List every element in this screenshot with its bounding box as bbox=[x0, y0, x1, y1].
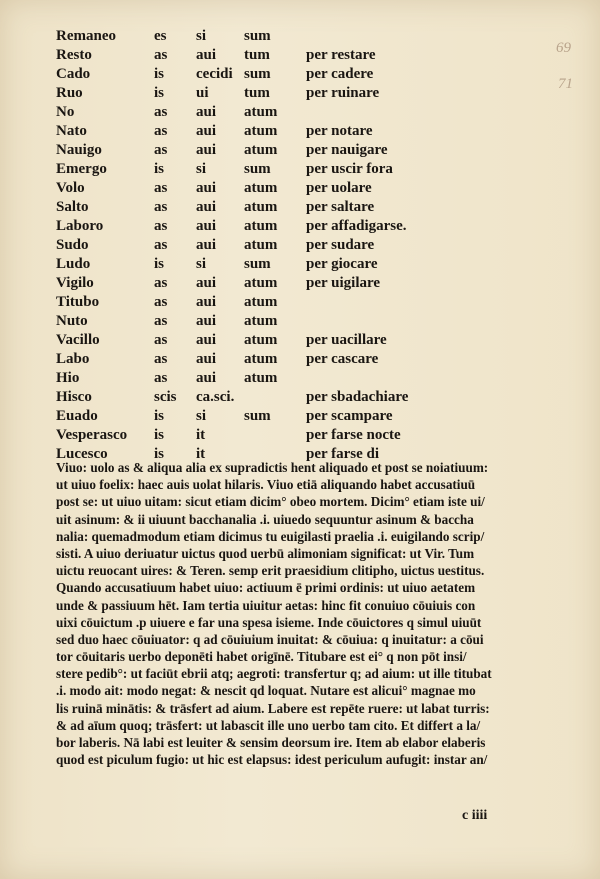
text-line: sed duo haec cōuiuator: q ad cōuiuium inuitat: & cōuiua: q inuitatur: a cōui bbox=[56, 631, 484, 647]
handwritten-page-number-alt: 71 bbox=[558, 76, 573, 92]
verb-ending: scis bbox=[154, 389, 177, 405]
text-line: unde & passiuum hēt. Iam tertia uiuitur aetas: hinc fit conuiuo cōuiuis con bbox=[56, 597, 476, 613]
verb-perfect: aui bbox=[196, 47, 217, 63]
verb-ending: as bbox=[154, 351, 168, 367]
verb-gloss: per sbadachiare bbox=[306, 389, 409, 405]
verb-supine: atum bbox=[244, 123, 278, 139]
verb-ending: as bbox=[154, 237, 168, 253]
verb-perfect: aui bbox=[196, 104, 217, 120]
verb-perfect: aui bbox=[196, 237, 217, 253]
verb-perfect: aui bbox=[196, 370, 217, 386]
verb-ending: as bbox=[154, 180, 168, 196]
verb-headword: Volo bbox=[56, 180, 85, 196]
verb-ending: as bbox=[154, 218, 168, 234]
verb-ending: as bbox=[154, 313, 168, 329]
text-line: tor cōuitaris uerbo deponēti habet origīnē. Titubare est ei° q non pōt insi/ bbox=[56, 649, 467, 665]
verb-supine: atum bbox=[244, 294, 278, 310]
verb-ending: is bbox=[154, 446, 165, 462]
verb-headword: Titubo bbox=[56, 294, 100, 310]
verb-gloss: per giocare bbox=[306, 256, 378, 272]
verb-headword: Emergo bbox=[56, 161, 107, 177]
verb-ending: is bbox=[154, 85, 165, 101]
verb-headword: Vacillo bbox=[56, 332, 100, 348]
verb-headword: Hio bbox=[56, 370, 80, 386]
text-line: Quando accusatiuum habet uiuo: actiuum ē primi ordinis: ut uiuo aetatem bbox=[56, 580, 476, 596]
verb-supine: sum bbox=[244, 256, 271, 272]
verb-gloss: per saltare bbox=[306, 199, 375, 215]
verb-supine: atum bbox=[244, 313, 278, 329]
verb-ending: as bbox=[154, 104, 168, 120]
verb-perfect: si bbox=[196, 408, 207, 424]
commentary-text bbox=[56, 459, 541, 768]
text-line: sisti. A uiuo deriuatur uictus quod uerbū alimoniam significat: ut Vir. Tum bbox=[56, 545, 475, 561]
verb-supine: sum bbox=[244, 66, 271, 82]
verb-headword: Lucesco bbox=[56, 446, 108, 462]
verb-ending: is bbox=[154, 161, 165, 177]
verb-gloss: per affadigarse. bbox=[306, 218, 407, 234]
verb-gloss: per cadere bbox=[306, 66, 374, 82]
verb-headword: No bbox=[56, 104, 75, 120]
verb-headword: Remaneo bbox=[56, 28, 116, 44]
verb-perfect: aui bbox=[196, 199, 217, 215]
verb-ending: as bbox=[154, 199, 168, 215]
verb-headword: Nauigo bbox=[56, 142, 102, 158]
verb-supine: sum bbox=[244, 161, 271, 177]
verb-ending: as bbox=[154, 123, 168, 139]
verb-perfect: si bbox=[196, 28, 207, 44]
text-line: bor laberis. Nā labi est leuiter & sensim deorsum ire. Item ab elabor elaberis bbox=[56, 735, 486, 750]
verb-gloss: per restare bbox=[306, 47, 376, 63]
verb-gloss: per uigilare bbox=[306, 275, 381, 291]
text-line: ut uiuo foelix: haec auis uolat hilaris. Viuo etiā aliquando habet accusatiuū bbox=[56, 477, 476, 493]
verb-perfect: aui bbox=[196, 332, 217, 348]
verb-perfect: aui bbox=[196, 142, 217, 158]
verb-gloss: per uolare bbox=[306, 180, 372, 196]
verb-perfect: aui bbox=[196, 351, 217, 367]
verb-perfect: aui bbox=[196, 218, 217, 234]
verb-perfect: aui bbox=[196, 123, 217, 139]
verb-headword: Ruo bbox=[56, 85, 83, 101]
verb-supine: sum bbox=[244, 408, 271, 424]
verb-ending: as bbox=[154, 294, 168, 310]
verb-headword: Cado bbox=[56, 66, 91, 82]
text-line: post se: ut uiuo uitam: sicut etiam dicim° obeo mortem. Dicim° etiam iste ui/ bbox=[56, 494, 485, 510]
text-line: & ad aīum quoq; trāsfert: ut labascit ille uno uerbo tam cito. Et differt a la/ bbox=[56, 717, 481, 733]
verb-supine: atum bbox=[244, 370, 278, 386]
verb-supine: atum bbox=[244, 332, 278, 348]
verb-ending: is bbox=[154, 66, 165, 82]
verb-gloss: per sudare bbox=[306, 237, 375, 253]
verb-headword: Vesperasco bbox=[56, 427, 128, 443]
verb-headword: Laboro bbox=[56, 218, 104, 234]
verb-gloss: per nauigare bbox=[306, 142, 388, 158]
verb-ending: as bbox=[154, 370, 168, 386]
text-line: quod est piculum fugio: ut hic est elapsus: idest periculum aufugit: instar an/ bbox=[56, 752, 488, 768]
verb-perfect: ca.sci. bbox=[196, 389, 235, 405]
verb-perfect: it bbox=[196, 427, 206, 443]
verb-supine: sum bbox=[244, 28, 271, 44]
verb-perfect: ui bbox=[196, 85, 209, 101]
verb-gloss: per ruinare bbox=[306, 85, 380, 101]
text-line: uictu reuocant uires: & Teren. semp erit praesidium clitipho, uictus uestitus. bbox=[56, 563, 485, 579]
verb-perfect: si bbox=[196, 161, 207, 177]
text-line: uit asinum: & ii uiuunt bacchanalia .i. uiuedo sequuntur asinum & baccha bbox=[56, 511, 474, 527]
handwritten-page-number: 69 bbox=[556, 40, 571, 56]
verb-ending: es bbox=[154, 28, 167, 44]
verb-supine: atum bbox=[244, 142, 278, 158]
verb-perfect: si bbox=[196, 256, 207, 272]
verb-supine: tum bbox=[244, 47, 270, 63]
text-line: .i. modo ait: modo negat: & nescit qd loquat. Nutare est alicui° magnae mo bbox=[56, 683, 476, 699]
verb-ending: is bbox=[154, 256, 165, 272]
verb-ending: as bbox=[154, 47, 168, 63]
text-line: lis ruinā minātis: & trāsfert ad aium. Labere est repēte ruere: ut labat turris: bbox=[56, 700, 490, 716]
verb-supine: atum bbox=[244, 218, 278, 234]
verb-headword: Euado bbox=[56, 408, 98, 424]
text-line: stere pedib°: ut faciūt ebrii atq; aegroti: transfertur q; ad aium: ut ille titubat bbox=[56, 666, 492, 682]
verb-headword: Salto bbox=[56, 199, 89, 215]
verb-supine: atum bbox=[244, 237, 278, 253]
verb-headword: Nuto bbox=[56, 313, 88, 329]
verb-headword: Labo bbox=[56, 351, 90, 367]
verb-supine: atum bbox=[244, 199, 278, 215]
verb-gloss: per scampare bbox=[306, 408, 393, 424]
verb-supine: atum bbox=[244, 351, 278, 367]
verb-supine: atum bbox=[244, 275, 278, 291]
verb-perfect: aui bbox=[196, 294, 217, 310]
verb-headword: Nato bbox=[56, 123, 87, 139]
verb-gloss: per farse nocte bbox=[306, 427, 401, 443]
text-line: Viuo: uolo as & aliqua alia ex supradictis hent aliquado et post se noiatiuum: bbox=[56, 460, 489, 475]
verb-headword: Ludo bbox=[56, 256, 91, 272]
verb-ending: is bbox=[154, 408, 165, 424]
verb-ending: as bbox=[154, 275, 168, 291]
verb-headword: Resto bbox=[56, 47, 92, 63]
verb-ending: is bbox=[154, 427, 165, 443]
verb-gloss: per cascare bbox=[306, 351, 379, 367]
verb-perfect: it bbox=[196, 446, 206, 462]
verb-supine: tum bbox=[244, 85, 270, 101]
verb-supine: atum bbox=[244, 104, 278, 120]
verb-perfect: aui bbox=[196, 180, 217, 196]
text-line: uixi cōuictum .p uiuere e far una spesa isieme. Inde cōuictores q simul uiuūt bbox=[56, 614, 482, 630]
signature-mark: c iiii bbox=[462, 808, 488, 823]
verb-perfect: aui bbox=[196, 313, 217, 329]
verb-supine: atum bbox=[244, 180, 278, 196]
text-line: nalia: quemadmodum etiam dicimus tu euigilasti praelia .i. euigilando scrip/ bbox=[56, 528, 485, 544]
verb-ending: as bbox=[154, 332, 168, 348]
verb-perfect: cecidi bbox=[196, 66, 233, 82]
verb-gloss: per uacillare bbox=[306, 332, 387, 348]
verb-gloss: per notare bbox=[306, 123, 373, 139]
verb-gloss: per farse di bbox=[306, 446, 380, 462]
verb-headword: Hisco bbox=[56, 389, 92, 405]
verb-headword: Sudo bbox=[56, 237, 89, 253]
verb-ending: as bbox=[154, 142, 168, 158]
verb-headword: Vigilo bbox=[56, 275, 94, 291]
verb-perfect: aui bbox=[196, 275, 217, 291]
verb-gloss: per uscir fora bbox=[306, 161, 393, 177]
